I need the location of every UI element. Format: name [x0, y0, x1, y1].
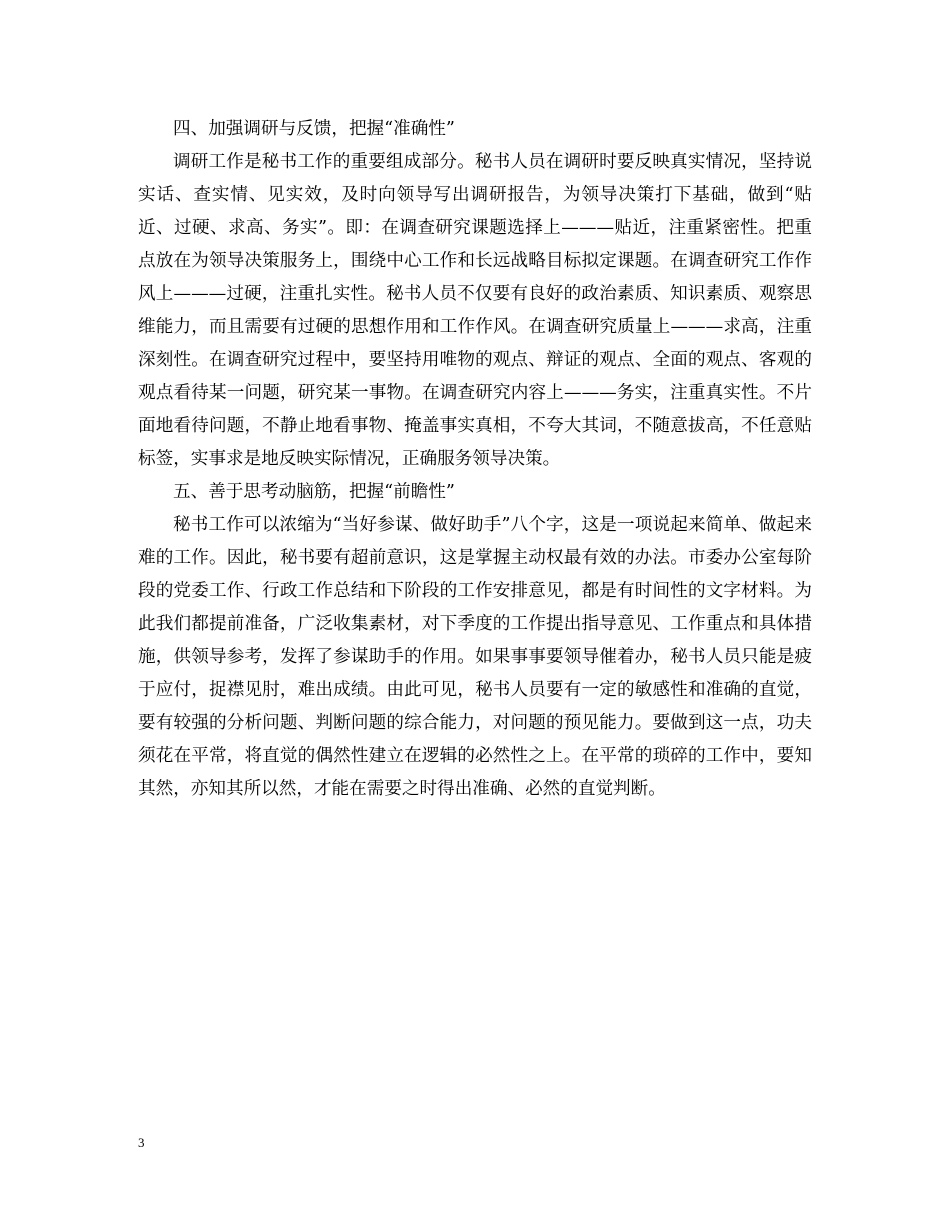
- section-5-paragraph: 秘书工作可以浓缩为“当好参谋、做好助手”八个字，这是一项说起来简单、做起来难的工作。因此，秘书要有超前意识，这是掌握主动权最有效的办法。市委办公室每阶段的党委工作、行政工作总结和下阶段的工作安排意见，都是有时间性的文字材料。为此我们都提前准备，广泛收集素材，对下季度的工作提出指导意见、工作重点和具体措施，供领导参考，发挥了参谋助手的作用。如果事事要领导催着办，秘书人员只能是疲于应付，捉襟见肘，难出成绩。由此可见，秘书人员要有一定的敏感性和准确的直觉，要有较强的分析问题、判断问题的综合能力，对问题的预见能力。要做到这一点，功夫须花在平常，将直觉的偶然性建立在逻辑的必然性之上。在平常的琐碎的工作中，要知其然，亦知其所以然，才能在需要之时得出准确、必然的直觉判断。: [138, 515, 812, 799]
- section-4-heading: 四、加强调研与反馈，把握“准确性”: [173, 119, 455, 139]
- section-5-heading: 五、善于思考动脑筋，把握“前瞻性”: [173, 482, 455, 502]
- section-4-paragraph: 调研工作是秘书工作的重要组成部分。秘书人员在调研时要反映真实情况，坚持说实话、查实情、见实效，及时向领导写出调研报告，为领导决策打下基础，做到“贴近、过硬、求高、务实”。即：在调查研究课题选择上———贴近，注重紧密性。把重点放在为领导决策服务上，围绕中心工作和长远战略目标拟定课题。在调查研究工作作风上———过硬，注重扎实性。秘书人员不仅要有良好的政治素质、知识素质、观察思维能力，而且需要有过硬的思想作用和工作作风。在调查研究质量上———求高，注重深刻性。在调查研究过程中，要坚持用唯物的观点、辩证的观点、全面的观点、客观的观点看待某一问题，研究某一事物。在调查研究内容上———务实，注重真实性。不片面地看待问题，不静止地看事物、掩盖事实真相，不夸大其词，不随意拔高，不任意贴标签，实事求是地反映实际情况，正确服务领导决策。: [138, 152, 812, 469]
- document-body: [138, 113, 812, 806]
- page-number: 3: [138, 1135, 145, 1150]
